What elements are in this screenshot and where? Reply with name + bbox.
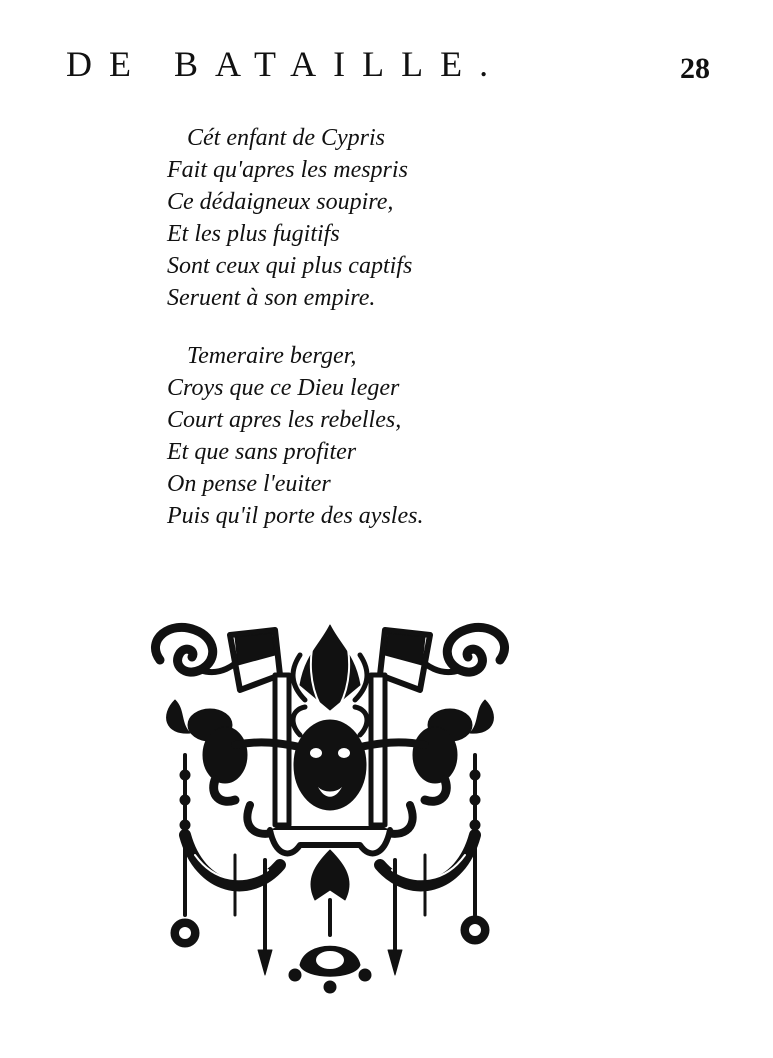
verse-line: Court apres les rebelles, bbox=[167, 407, 402, 433]
verse-line: Croys que ce Dieu leger bbox=[167, 375, 400, 401]
verse-line: Puis qu'il porte des aysles. bbox=[167, 503, 424, 529]
verse-line: Cét enfant de Cypris bbox=[187, 125, 385, 151]
stanza-2 bbox=[167, 340, 423, 532]
verse-line: Temeraire berger, bbox=[187, 343, 357, 369]
stanza-1 bbox=[167, 122, 412, 314]
verse-line: On pense l'euiter bbox=[167, 471, 331, 497]
verse-line: Sont ceux qui plus captifs bbox=[167, 253, 413, 279]
verse-line: Fait qu'apres les mespris bbox=[167, 157, 408, 183]
verse-line: Seruent à son empire. bbox=[167, 285, 376, 311]
verse-line: Et que sans profiter bbox=[167, 439, 357, 465]
verse-line: Et les plus fugitifs bbox=[167, 221, 340, 247]
running-title: DE BATAILLE. bbox=[66, 44, 506, 84]
page-number: 28 bbox=[680, 52, 710, 85]
grotesque-mask-ornament-icon bbox=[140, 615, 520, 1000]
verse-line: Ce dédaigneux soupire, bbox=[167, 189, 394, 215]
